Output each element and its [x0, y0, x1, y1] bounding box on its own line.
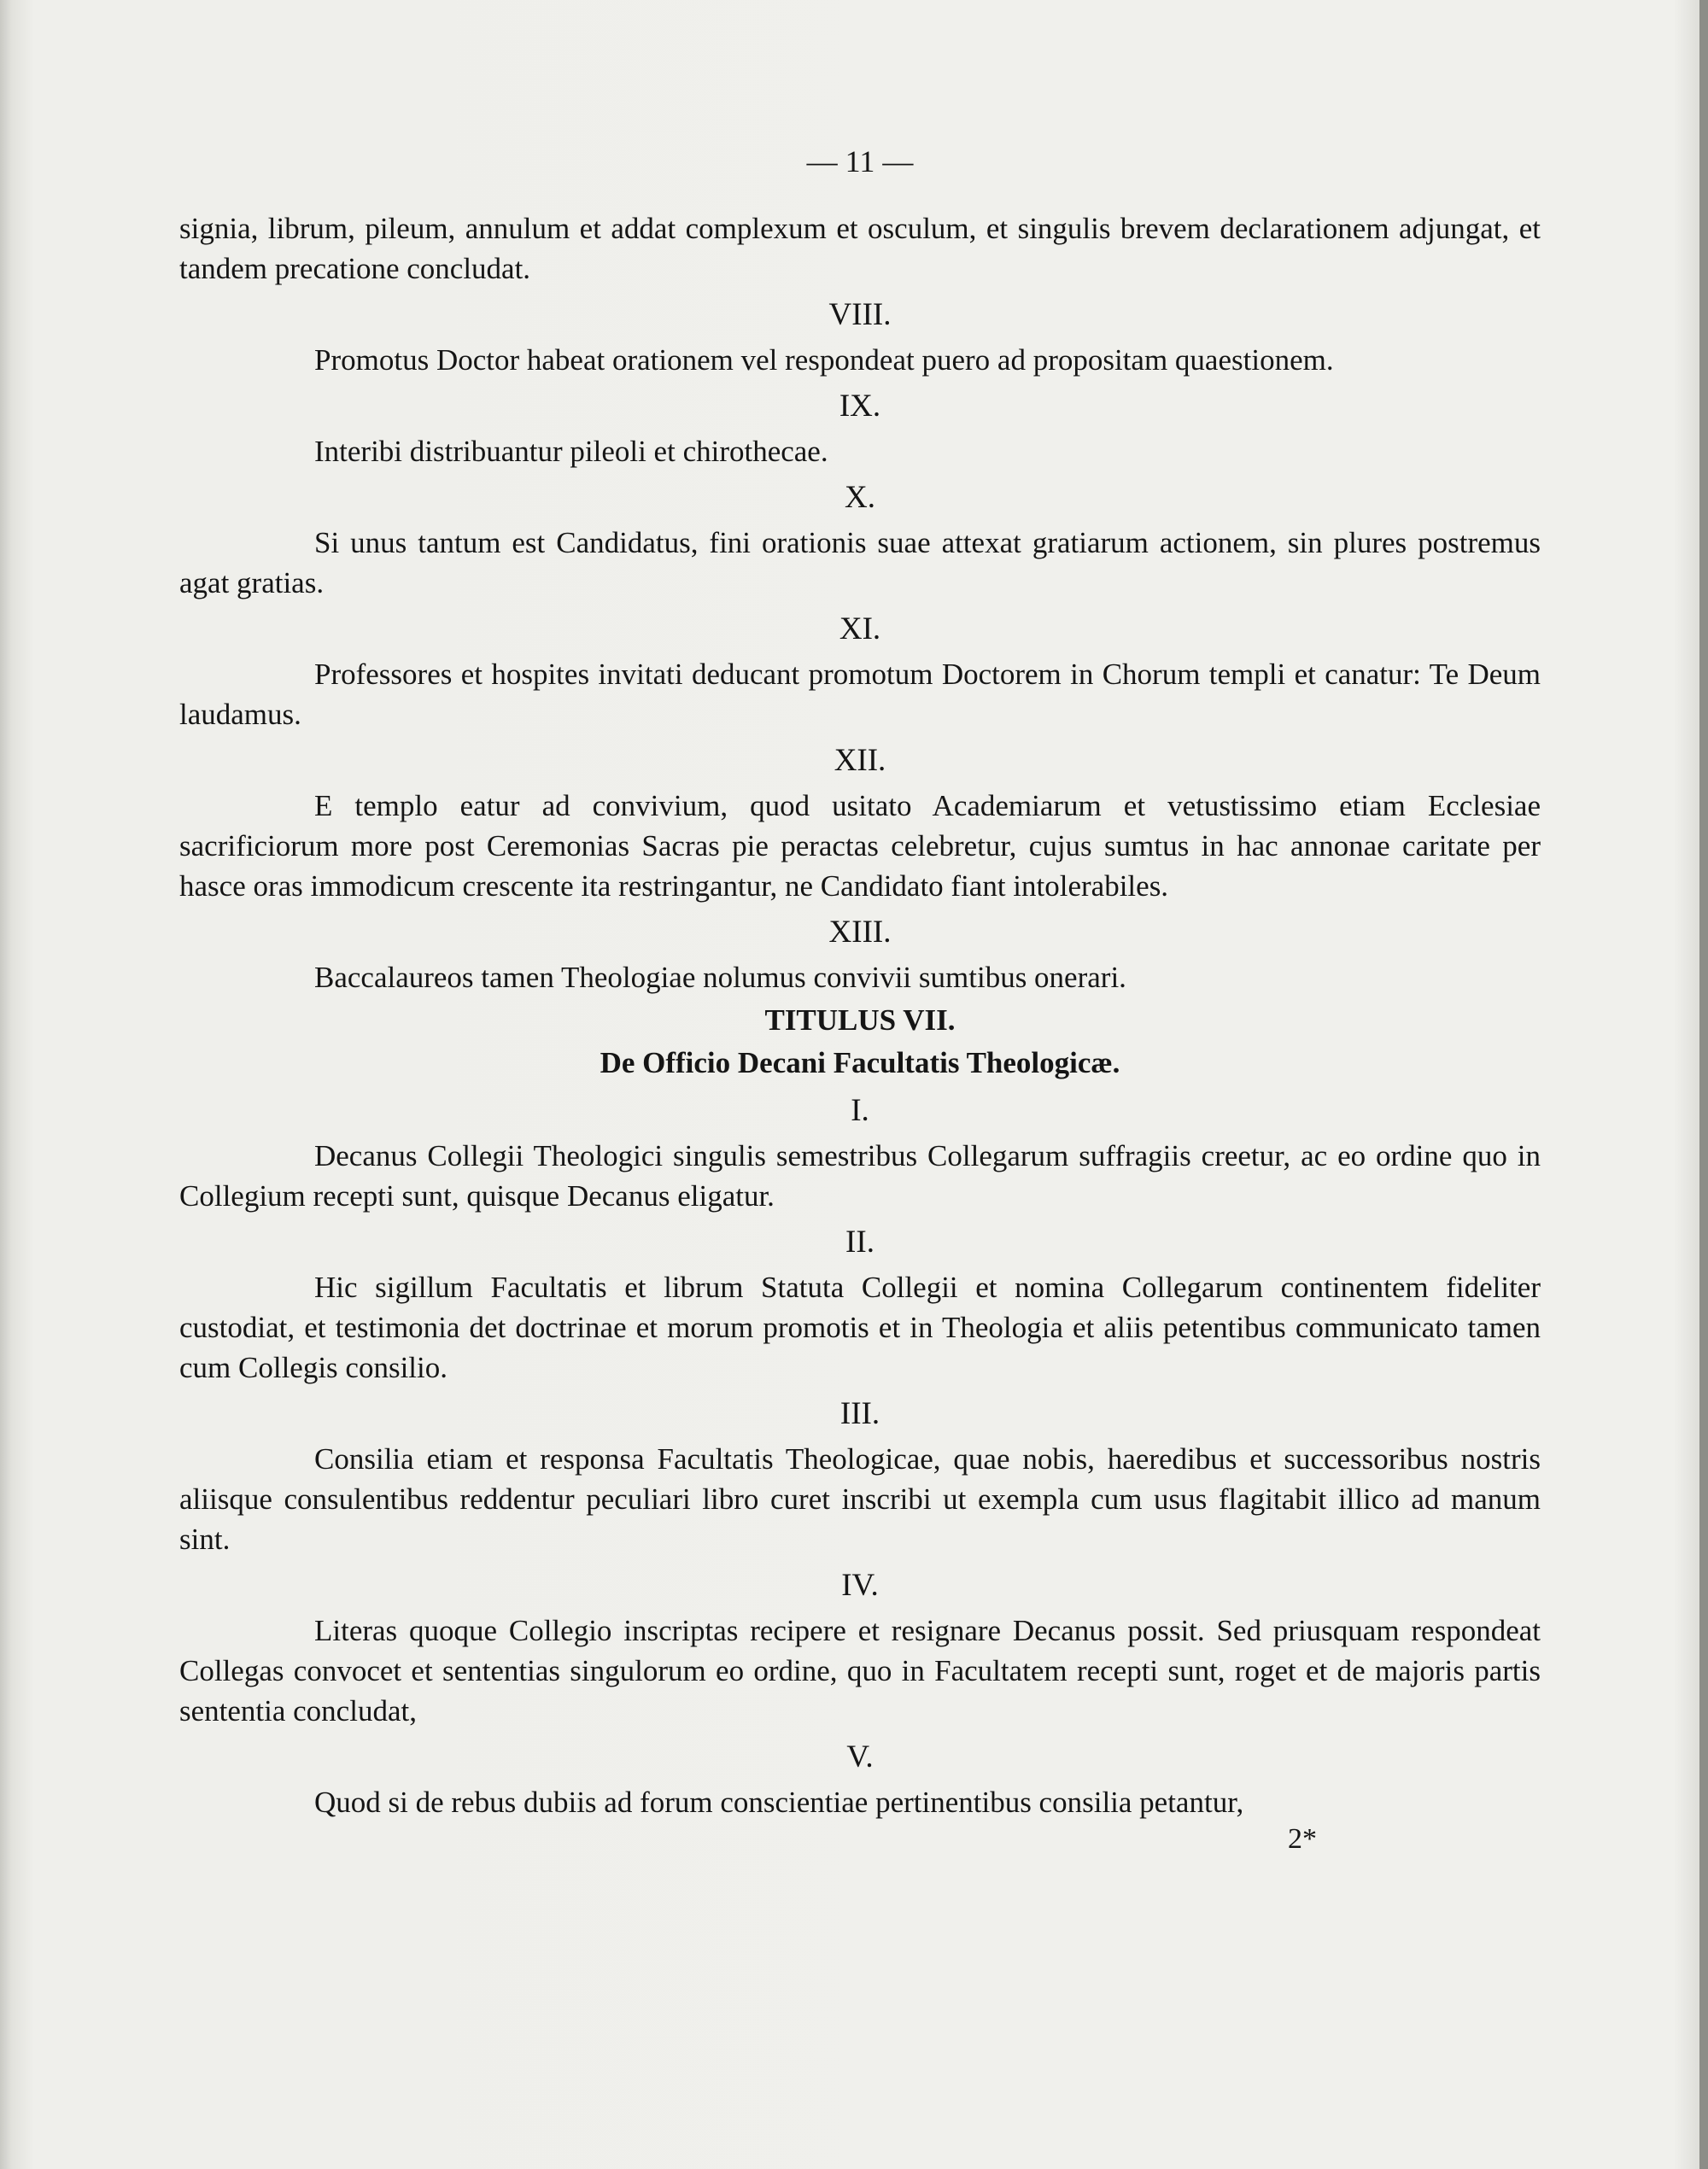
section-number-v: V. [846, 1739, 874, 1774]
section-number-xii: XII. [834, 743, 886, 778]
paragraph-continuation: signia, librum, pileum, annulum et addat complexum et osculum, et singulis brevem declarationem adjungat, et tandem precatione concludat. [179, 212, 1541, 285]
paragraph-xi: Professores et hospites invitati deducant promotum Doctorem in Chorum templi et canatur: Te Deum laudamus. [179, 658, 1541, 731]
section-number-ii: II. [845, 1225, 874, 1260]
paragraph-xiii: Baccalaureos tamen Theologiae nolumus convivii sumtibus onerari. [314, 961, 1126, 994]
paragraph-x: Si unus tantum est Candidatus, fini orationis suae attexat gratiarum actionem, sin plures postremus agat gratias. [179, 526, 1541, 599]
text-column [179, 143, 1541, 1856]
section-number-x: X. [845, 480, 875, 515]
section-number-i: I. [851, 1093, 869, 1128]
section-number-xiii: XIII. [828, 915, 892, 950]
paragraph-i: Decanus Collegii Theologici singulis semestribus Collegarum suffragiis creetur, ac eo ordine quo in Collegium recepti sunt, quisque Decanus eligatur. [179, 1139, 1541, 1213]
signature-mark: 2* [1288, 1823, 1317, 1855]
section-number-xi: XI. [839, 611, 881, 646]
paragraph-ix: Interibi distribuantur pileoli et chirothecae. [314, 435, 828, 468]
paragraph-v: Quod si de rebus dubiis ad forum conscientiae pertinentibus consilia petantur, [314, 1786, 1244, 1819]
section-number-iii: III. [839, 1396, 880, 1431]
page-number: — 11 — [806, 144, 914, 178]
section-number-ix: IX. [839, 389, 881, 424]
page-edge-shadow [1699, 0, 1708, 2169]
titulus-subtitle: De Officio Decani Facultatis Theologicæ. [600, 1046, 1120, 1079]
paragraph-xii: E templo eatur ad convivium, quod usitato Academiarum et vetustissimo etiam Ecclesiae sacrificiorum more post Ceremonias Sacras pie peractas celebretur, cujus sumtus in hac annonae caritate per hasce oras immodicum crescente ita restringantur, ne Candidato fiant intolerabiles. [179, 789, 1541, 903]
paragraph-ii: Hic sigillum Facultatis et librum Statuta Collegii et nomina Collegarum continentem fideliter custodiat, et testimonia det doctrinae et morum promotis et in Theologia et aliis petentibus communicato tamen cum Collegis consilio. [179, 1271, 1541, 1384]
section-number-iv: IV. [841, 1568, 879, 1603]
paragraph-iv: Literas quoque Collegio inscriptas recipere et resignare Decanus possit. Sed priusquam respondeat Collegas convocet et sententias singulorum eo ordine, quo in Facultatem recepti sunt, roget et de majoris partis sententia concludat, [179, 1614, 1541, 1728]
paragraph-iii: Consilia etiam et responsa Facultatis Theologicae, quae nobis, haeredibus et successoribus nostris aliisque consulentibus reddentur peculiari libro curet inscribi ut exempla cum usus flagitabit illico ad manum sint. [179, 1442, 1541, 1556]
paragraph-viii: Promotus Doctor habeat orationem vel respondeat puero ad propositam quaestionem. [314, 343, 1334, 377]
titulus-heading: TITULUS VII. [764, 1003, 956, 1037]
section-number-viii: VIII. [828, 297, 892, 332]
